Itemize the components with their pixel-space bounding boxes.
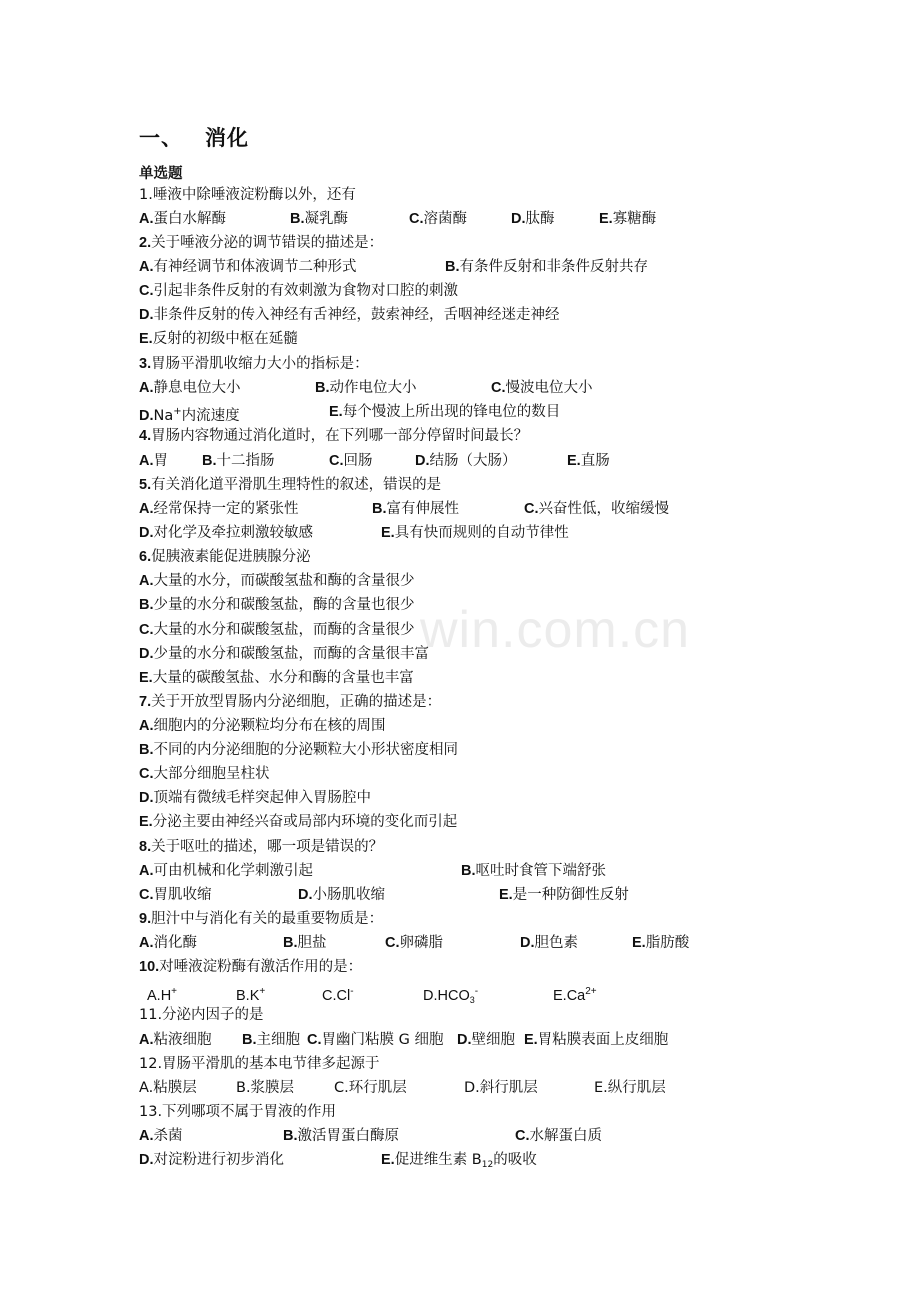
question-1-options: A.蛋白水解酶 B.凝乳酶 C.溶菌酶 D.肽酶 E.寡糖酶 xyxy=(139,211,657,227)
question-6-option-c: C.大量的水分和碳酸氢盐，而酶的含量很少 xyxy=(139,622,415,638)
question-4-options: A.胃 B.十二指肠 C.回肠 D.结肠（大肠） E.直肠 xyxy=(139,453,610,469)
question-13-options-abc: A.杀菌 B.激活胃蛋白酶原 C.水解蛋白质 xyxy=(139,1128,602,1144)
question-13-options-de: D.对淀粉进行初步消化 E.促进维生素 $B_{12}$的吸收 xyxy=(139,1152,537,1170)
question-5-stem: 5.有关消化道平滑肌生理特性的叙述，错误的是 xyxy=(139,477,442,493)
question-13-stem: 13.下列哪项不属于胃液的作用 xyxy=(139,1104,337,1120)
question-6-option-d: D.少量的水分和碳酸氢盐，而酶的含量很丰富 xyxy=(139,646,429,662)
question-2-option-e: E.反射的初级中枢在延髓 xyxy=(139,331,298,347)
section-title: 单选题 xyxy=(139,166,183,182)
question-2-option-d: D.非条件反射的传入神经有舌神经，鼓索神经，舌咽神经迷走神经 xyxy=(139,307,560,323)
question-11-options: A.粘液细胞 B.主细胞 C.胃幽门粘膜 G 细胞 D.壁细胞 E.胃粘膜表面上皮细胞 xyxy=(139,1032,669,1048)
question-8-options-ab: A.可由机械和化学刺激引起 B.呕吐时食管下端舒张 xyxy=(139,863,606,879)
question-3-options-abc: A.静息电位大小 B.动作电位大小 C.慢波电位大小 xyxy=(139,380,593,396)
question-7-option-d: D.顶端有微绒毛样突起伸入胃肠腔中 xyxy=(139,790,371,806)
question-6-option-a: A.大量的水分，而碳酸氢盐和酶的含量很少 xyxy=(139,573,415,589)
chapter-title: 消化 xyxy=(205,126,249,150)
question-7-option-c: C.大部分细胞呈柱状 xyxy=(139,766,270,782)
question-6-option-b: B.少量的水分和碳酸氢盐，酶的含量也很少 xyxy=(139,597,415,613)
question-3-options-de: D.Na+内流速度 E.每个慢波上所出现的锋电位的数目 xyxy=(139,404,561,424)
question-2-option-c: C.引起非条件反射的有效刺激为食物对口腔的刺激 xyxy=(139,283,458,299)
question-1-stem: 1.唾液中除唾液淀粉酶以外，还有 xyxy=(139,187,356,203)
question-6-stem: 6.促胰液素能促进胰腺分泌 xyxy=(139,549,311,565)
question-3-stem: 3.胃肠平滑肌收缩力大小的指标是： xyxy=(139,356,369,372)
question-7-stem: 7.关于开放型胃肠内分泌细胞，正确的描述是： xyxy=(139,694,442,710)
question-11-stem: 11.分泌内因子的是 xyxy=(139,1007,264,1023)
watermark: win.com.cn xyxy=(420,601,691,659)
question-12-stem: 12.胃肠平滑肌的基本电节律多起源于 xyxy=(139,1056,380,1072)
question-4-stem: 4.胃肠内容物通过消化道时，在下列哪一部分停留时间最长？ xyxy=(139,428,529,444)
question-10-stem: 10.对唾液淀粉酶有激活作用的是： xyxy=(139,959,363,975)
chapter-heading xyxy=(139,122,249,152)
chapter-number: 一、 xyxy=(139,126,183,150)
question-9-stem: 9.胆汁中与消化有关的最重要物质是： xyxy=(139,911,384,927)
question-12-options: A.粘膜层 B.浆膜层 C.环行肌层 D.斜行肌层 E.纵行肌层 xyxy=(139,1080,666,1096)
question-2-stem: 2.关于唾液分泌的调节错误的描述是： xyxy=(139,235,384,251)
question-5-options-de: D.对化学及牵拉刺激较敏感 E.具有快而规则的自动节律性 xyxy=(139,525,569,541)
question-6-option-e: E.大量的碳酸氢盐、水分和酶的含量也丰富 xyxy=(139,670,414,686)
question-7-option-e: E.分泌主要由神经兴奋或局部内环境的变化而引起 xyxy=(139,814,458,830)
question-10-options: A.H+ B.K+ C.Cl- $D.HCO_3^-$ $E.Ca^{2+}$ xyxy=(147,986,597,1005)
question-8-options-cde: C.胃肌收缩 D.小肠肌收缩 E.是一种防御性反射 xyxy=(139,887,629,903)
question-7-option-b: B.不同的内分泌细胞的分泌颗粒大小形状密度相同 xyxy=(139,742,458,758)
question-7-option-a: A.细胞内的分泌颗粒均分布在核的周围 xyxy=(139,718,386,734)
question-8-stem: 8.关于呕吐的描述，哪一项是错误的？ xyxy=(139,839,384,855)
question-9-options: A.消化酶 B.胆盐 C.卵磷脂 D.胆色素 E.脂肪酸 xyxy=(139,935,690,951)
question-2-options-ab: A.有神经调节和体液调节二种形式 B.有条件反射和非条件反射共存 xyxy=(139,259,648,275)
question-5-options-abc: A.经常保持一定的紧张性 B.富有伸展性 C.兴奋性低，收缩缓慢 xyxy=(139,501,669,517)
